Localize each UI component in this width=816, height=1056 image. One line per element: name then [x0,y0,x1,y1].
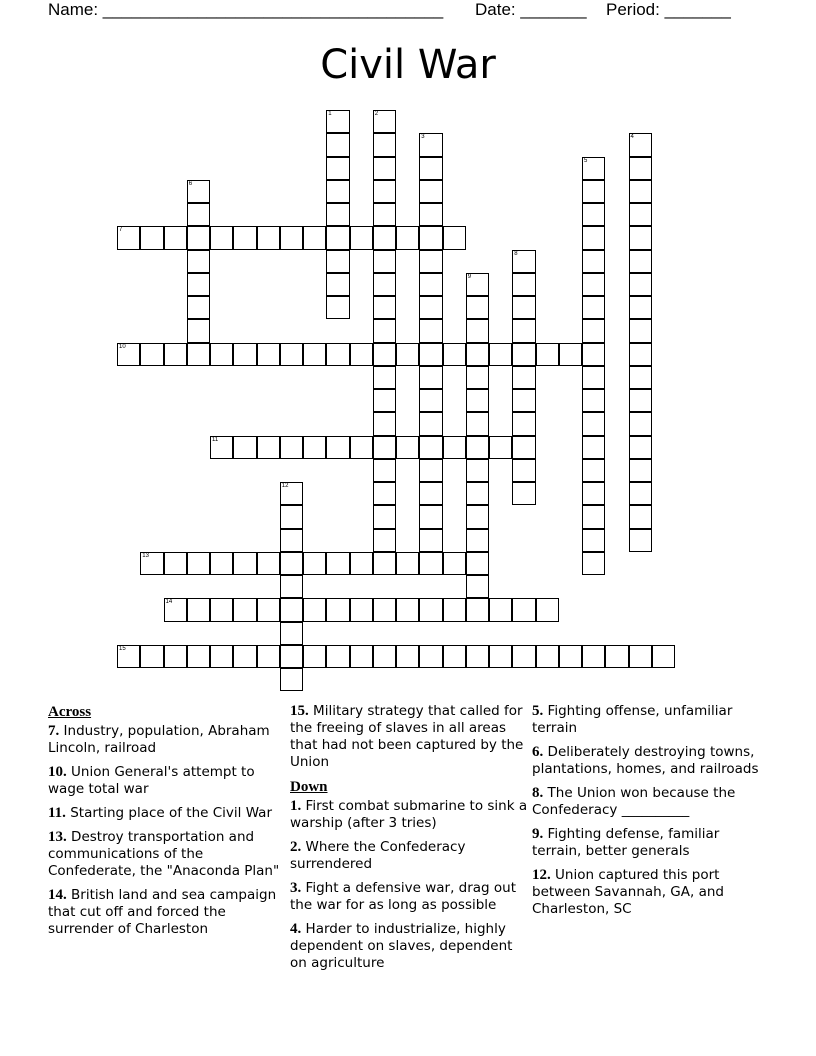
crossword-cell[interactable] [210,226,233,249]
crossword-cell[interactable] [350,226,373,249]
crossword-cell[interactable] [373,343,396,366]
crossword-cell[interactable] [280,668,303,691]
crossword-cell[interactable] [164,552,187,575]
crossword-cell[interactable] [629,482,652,505]
clue-number: 14 [165,599,173,606]
across-clue: 11. Starting place of the Civil War [48,805,273,821]
crossword-cell[interactable] [350,343,373,366]
crossword-cell[interactable] [582,203,605,226]
clue-column-2 [290,700,528,979]
crossword-cell[interactable] [582,296,605,319]
crossword-cell[interactable] [257,552,280,575]
crossword-cell[interactable] [489,598,512,621]
crossword-cell[interactable] [629,505,652,528]
crossword-cell[interactable] [605,645,628,668]
crossword-cell[interactable] [140,226,163,249]
crossword-cell[interactable] [257,226,280,249]
down-clue: 12. Union captured this port between Savannah, GA, and Charleston, SC [532,867,724,917]
crossword-cell[interactable] [233,598,256,621]
crossword-cell[interactable] [419,436,442,459]
crossword-cell[interactable] [629,250,652,273]
clue-number: 6 [188,180,193,187]
crossword-cell[interactable] [466,389,489,412]
crossword-cell[interactable] [466,529,489,552]
crossword-cell[interactable] [373,598,396,621]
crossword-cell[interactable] [419,645,442,668]
crossword-cell[interactable] [419,482,442,505]
crossword-cell[interactable] [512,250,535,273]
crossword-cell[interactable] [117,645,140,668]
crossword-cell[interactable] [303,552,326,575]
crossword-cell[interactable] [280,575,303,598]
crossword-cell[interactable] [419,552,442,575]
crossword-cell[interactable] [466,552,489,575]
crossword-cell[interactable] [373,273,396,296]
crossword-cell[interactable] [373,226,396,249]
crossword-cell[interactable] [187,552,210,575]
crossword-cell[interactable] [466,598,489,621]
crossword-cell[interactable] [512,598,535,621]
crossword-cell[interactable] [257,598,280,621]
crossword-cell[interactable] [582,529,605,552]
crossword-cell[interactable] [419,226,442,249]
crossword-cell[interactable] [326,273,349,296]
crossword-cell[interactable] [326,157,349,180]
crossword-cell[interactable] [164,598,187,621]
crossword-cell[interactable] [187,250,210,273]
crossword-cell[interactable] [419,598,442,621]
crossword-cell[interactable] [326,110,349,133]
crossword-cell[interactable] [629,273,652,296]
crossword-cell[interactable] [419,273,442,296]
crossword-cell[interactable] [512,296,535,319]
crossword-cell[interactable] [466,436,489,459]
crossword-cell[interactable] [629,529,652,552]
clue-section [48,700,768,1000]
crossword-cell[interactable] [326,296,349,319]
crossword-cell[interactable] [373,180,396,203]
crossword-cell[interactable] [350,552,373,575]
crossword-cell[interactable] [629,412,652,435]
crossword-cell[interactable] [187,319,210,342]
crossword-cell[interactable] [582,273,605,296]
across-clue: 15. Military strategy that called for the freeing of slaves in all areas that had not been captured by the Union [290,703,524,770]
crossword-cell[interactable] [164,226,187,249]
crossword-cell[interactable] [140,552,163,575]
crossword-cell[interactable] [419,157,442,180]
crossword-cell[interactable] [303,436,326,459]
crossword-cell[interactable] [326,598,349,621]
crossword-cell[interactable] [280,482,303,505]
across-clue: 13. Destroy transportation and communications of the Confederate, the "Anaconda Plan" [48,829,280,879]
crossword-cell[interactable] [280,505,303,528]
crossword-cell[interactable] [582,250,605,273]
crossword-cell[interactable] [419,389,442,412]
crossword-cell[interactable] [373,110,396,133]
crossword-cell[interactable] [233,226,256,249]
crossword-cell[interactable] [233,343,256,366]
crossword-cell[interactable] [582,226,605,249]
crossword-cell[interactable] [629,203,652,226]
crossword-cell[interactable] [512,366,535,389]
crossword-cell[interactable] [443,645,466,668]
crossword-cell[interactable] [233,552,256,575]
down-clue: 9. Fighting defense, familiar terrain, better generals [532,826,720,859]
across-clue: 10. Union General's attempt to wage total war [48,764,255,797]
crossword-cell[interactable] [629,180,652,203]
crossword-cell[interactable] [629,389,652,412]
crossword-cell[interactable] [373,645,396,668]
period-field[interactable]: Period: _______ [606,0,731,19]
clue-column-1 [48,700,286,945]
crossword-cell[interactable] [466,482,489,505]
crossword-cell[interactable] [582,412,605,435]
crossword-cell[interactable] [326,180,349,203]
crossword-cell[interactable] [187,598,210,621]
crossword-cell[interactable] [443,598,466,621]
crossword-cell[interactable] [629,459,652,482]
crossword-cell[interactable] [489,645,512,668]
crossword-cell[interactable] [257,343,280,366]
crossword-cell[interactable] [373,157,396,180]
crossword-cell[interactable] [419,296,442,319]
crossword-cell[interactable] [419,529,442,552]
crossword-cell[interactable] [419,505,442,528]
crossword-cell[interactable] [512,412,535,435]
crossword-cell[interactable] [210,436,233,459]
crossword-cell[interactable] [233,645,256,668]
crossword-cell[interactable] [489,436,512,459]
down-clue: 4. Harder to industrialize, highly dependent on slaves, dependent on agriculture [290,921,513,971]
crossword-cell[interactable] [582,505,605,528]
crossword-cell[interactable] [419,459,442,482]
crossword-cell[interactable] [373,482,396,505]
crossword-cell[interactable] [373,552,396,575]
crossword-cell[interactable] [582,180,605,203]
crossword-cell[interactable] [419,180,442,203]
clue-number: 5 [584,157,588,164]
down-clue: 8. The Union won because the Confederacy __________ [532,785,736,818]
clue-column-3 [532,700,770,925]
crossword-cell[interactable] [303,598,326,621]
crossword-cell[interactable] [466,343,489,366]
crossword-cell[interactable] [373,250,396,273]
crossword-cell[interactable] [373,389,396,412]
crossword-cell[interactable] [164,343,187,366]
crossword-cell[interactable] [419,343,442,366]
crossword-cell[interactable] [466,319,489,342]
crossword-cell[interactable] [466,575,489,598]
clue-number: 13 [142,552,149,559]
crossword-cell[interactable] [187,226,210,249]
crossword-cell[interactable] [582,343,605,366]
clue-number: 10 [119,343,126,350]
clue-number: 8 [514,250,518,257]
crossword-cell[interactable] [466,273,489,296]
crossword-cell[interactable] [419,250,442,273]
crossword-cell[interactable] [512,273,535,296]
date-field[interactable]: Date: _______ [475,0,587,19]
crossword-cell[interactable] [326,226,349,249]
crossword-cell[interactable] [140,343,163,366]
crossword-cell[interactable] [373,133,396,156]
crossword-cell[interactable] [373,505,396,528]
crossword-cell[interactable] [419,366,442,389]
crossword-cell[interactable] [443,226,466,249]
crossword-cell[interactable] [303,645,326,668]
crossword-cell[interactable] [257,645,280,668]
crossword-cell[interactable] [419,133,442,156]
crossword-cell[interactable] [233,436,256,459]
crossword-cell[interactable] [582,552,605,575]
crossword-cell[interactable] [419,203,442,226]
crossword-cell[interactable] [443,343,466,366]
crossword-cell[interactable] [280,343,303,366]
crossword-cell[interactable] [280,598,303,621]
crossword-cell[interactable] [373,412,396,435]
crossword-cell[interactable] [396,552,419,575]
crossword-cell[interactable] [303,343,326,366]
crossword-cell[interactable] [326,645,349,668]
crossword-cell[interactable] [350,598,373,621]
across-clue: 14. British land and sea campaign that cut off and forced the surrender of Charleston [48,887,277,937]
crossword-cell[interactable] [512,645,535,668]
crossword-cell[interactable] [373,436,396,459]
clue-number: 9 [467,273,472,280]
crossword-cell[interactable] [512,482,535,505]
clue-number: 11 [212,436,219,443]
crossword-cell[interactable] [652,645,675,668]
crossword-cell[interactable] [210,552,233,575]
crossword-cell[interactable] [187,203,210,226]
crossword-cell[interactable] [326,203,349,226]
crossword-cell[interactable] [187,645,210,668]
crossword-cell[interactable] [582,389,605,412]
crossword-cell[interactable] [419,412,442,435]
crossword-cell[interactable] [396,598,419,621]
down-clue: 2. Where the Confederacy surrendered [290,839,466,872]
crossword-cell[interactable] [629,343,652,366]
crossword-cell[interactable] [280,552,303,575]
crossword-cell[interactable] [396,436,419,459]
crossword-cell[interactable] [396,343,419,366]
crossword-cell[interactable] [210,343,233,366]
crossword-cell[interactable] [326,436,349,459]
crossword-cell[interactable] [257,436,280,459]
crossword-cell[interactable] [326,250,349,273]
crossword-cell[interactable] [559,645,582,668]
crossword-cell[interactable] [559,343,582,366]
crossword-cell[interactable] [443,552,466,575]
crossword-cell[interactable] [280,645,303,668]
clue-number: 2 [374,111,379,117]
clue-number: 12 [281,483,289,489]
crossword-cell[interactable] [140,645,163,668]
crossword-cell[interactable] [396,645,419,668]
crossword-cell[interactable] [466,645,489,668]
crossword-cell[interactable] [117,343,140,366]
down-clue: 3. Fight a defensive war, drag out the war for as long as possible [290,880,517,913]
crossword-cell[interactable] [396,226,419,249]
crossword-cell[interactable] [187,343,210,366]
crossword-cell[interactable] [512,389,535,412]
crossword-cell[interactable] [582,436,605,459]
down-clue: 1. First combat submarine to sink a warship (after 3 tries) [290,798,528,831]
crossword-cell[interactable] [466,366,489,389]
crossword-cell[interactable] [629,319,652,342]
clue-number: 1 [328,111,332,117]
crossword-cell[interactable] [419,319,442,342]
crossword-cell[interactable] [164,645,187,668]
crossword-cell[interactable] [512,319,535,342]
crossword-cell[interactable] [303,226,326,249]
crossword-cell[interactable] [280,622,303,645]
crossword-cell[interactable] [466,412,489,435]
across-heading: Across [48,704,92,720]
crossword-cell[interactable] [373,459,396,482]
crossword-cell[interactable] [466,459,489,482]
crossword-cell[interactable] [489,343,512,366]
crossword-cell[interactable] [350,645,373,668]
crossword-cell[interactable] [629,157,652,180]
crossword-cell[interactable] [326,343,349,366]
crossword-cell[interactable] [373,529,396,552]
crossword-cell[interactable] [536,343,559,366]
crossword-cell[interactable] [629,226,652,249]
crossword-cell[interactable] [512,343,535,366]
crossword-cell[interactable] [187,180,210,203]
crossword-cell[interactable] [629,366,652,389]
crossword-cell[interactable] [582,319,605,342]
crossword-cell[interactable] [629,645,652,668]
crossword-cell[interactable] [210,645,233,668]
crossword-cell[interactable] [536,598,559,621]
down-clue: 6. Deliberately destroying towns, plantations, homes, and railroads [532,744,759,777]
down-heading: Down [290,779,328,795]
crossword-cell[interactable] [582,157,605,180]
crossword-cell[interactable] [326,133,349,156]
clue-number: 4 [630,134,634,141]
crossword-cell[interactable] [350,436,373,459]
crossword-cell[interactable] [582,366,605,389]
down-clue: 5. Fighting offense, unfamiliar terrain [532,703,733,736]
name-field[interactable]: Name: ____________________________________ [48,0,444,19]
puzzle-title: Civil War [320,42,496,88]
crossword-cell[interactable] [629,436,652,459]
crossword-cell[interactable] [629,296,652,319]
crossword-cell[interactable] [326,552,349,575]
crossword-cell[interactable] [117,226,140,249]
crossword-cell[interactable] [512,459,535,482]
crossword-cell[interactable] [187,296,210,319]
crossword-cell[interactable] [373,319,396,342]
crossword-cell[interactable] [582,645,605,668]
crossword-cell[interactable] [280,529,303,552]
crossword-cell[interactable] [373,203,396,226]
crossword-cell[interactable] [582,482,605,505]
crossword-cell[interactable] [536,645,559,668]
clue-number: 3 [421,134,425,141]
clue-number: 7 [119,227,123,234]
crossword-cell[interactable] [373,366,396,389]
crossword-cell[interactable] [629,133,652,156]
crossword-cell[interactable] [512,436,535,459]
crossword-cell[interactable] [373,296,396,319]
crossword-cell[interactable] [210,598,233,621]
crossword-cell[interactable] [280,436,303,459]
crossword-cell[interactable] [582,459,605,482]
across-clue: 7. Industry, population, Abraham Lincoln, railroad [48,723,270,756]
crossword-cell[interactable] [443,436,466,459]
crossword-cell[interactable] [466,296,489,319]
crossword-cell[interactable] [280,226,303,249]
crossword-cell[interactable] [187,273,210,296]
crossword-cell[interactable] [466,505,489,528]
clue-number: 15 [119,645,126,652]
